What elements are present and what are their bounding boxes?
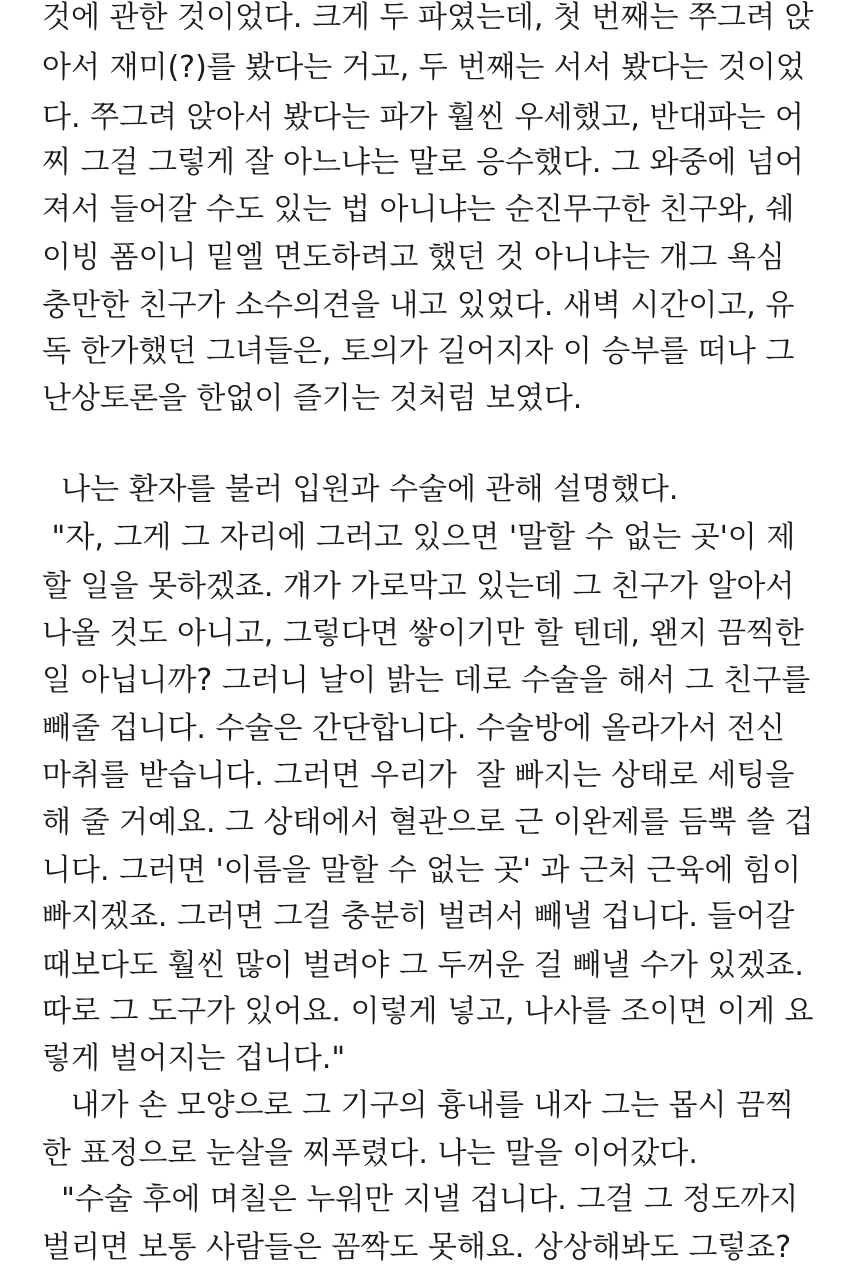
- blank-line: [42, 422, 842, 470]
- text-line: 찌 그걸 그렇게 잘 아느냐는 말로 응수했다. 그 와중에 넘어: [42, 145, 804, 180]
- text-line: 다. 쭈그려 앉아서 봤다는 파가 훨씬 우세했고, 반대파는 어: [42, 100, 804, 135]
- text-line: 독 한가했던 그녀들은, 토의가 길어지자 이 승부를 떠나 그: [42, 334, 795, 369]
- text-line: 때보다도 훨씬 많이 벌려야 그 두꺼운 걸 빼낼 수가 있겠죠.: [42, 948, 804, 983]
- text-line: 내가 손 모양으로 그 기구의 흉내를 내자 그는 몹시 끔찍: [42, 1088, 794, 1123]
- text-line: 것에 관한 것이었다. 크게 두 파였는데, 첫 번째는 쭈그려 앉: [42, 0, 814, 35]
- text-line: 해 줄 거예요. 그 상태에서 혈관으로 근 이완제를 듬뿍 쓸 겁: [42, 805, 814, 840]
- text-line: 렇게 벌어지는 겁니다.": [42, 1041, 346, 1076]
- text-line: "자, 그게 그 자리에 그러고 있으면 '말할 수 없는 곳'이 제: [42, 520, 796, 555]
- text-line: 일 아닙니까? 그러니 날이 밝는 데로 수술을 해서 그 친구를: [42, 663, 811, 698]
- text-line: "수술 후에 며칠은 누워만 지낼 겁니다. 그걸 그 정도까지: [42, 1182, 799, 1217]
- text-line: 이빙 폼이니 밑엘 면도하려고 했던 것 아니냐는 개그 욕심: [42, 240, 785, 275]
- text-line: 니다. 그러면 '이름을 말할 수 없는 곳' 과 근처 근육에 힘이: [42, 853, 801, 888]
- text-line: 충만한 친구가 소수의견을 내고 있었다. 새벽 시간이고, 유: [42, 288, 795, 323]
- text-line: 벌리면 보통 사람들은 꼼짝도 못해요. 상상해봐도 그렇죠?: [42, 1230, 792, 1265]
- text-line: 빼줄 겁니다. 수술은 간단합니다. 수술방에 올라가서 전신: [42, 711, 785, 746]
- text-line: 나는 환자를 불러 입원과 수술에 관해 설명했다.: [42, 472, 679, 507]
- text-line: 할 일을 못하겠죠. 걔가 가로막고 있는데 그 친구가 알아서: [42, 569, 795, 604]
- text-line: 나올 것도 아니고, 그렇다면 쌓이기만 할 텐데, 왠지 끔찍한: [42, 616, 804, 651]
- text-line: 마취를 받습니다. 그러면 우리가 잘 빠지는 상태로 세팅을: [42, 758, 795, 793]
- text-line: 빠지겠죠. 그러면 그걸 충분히 벌려서 빼낼 겁니다. 들어갈: [42, 899, 795, 934]
- text-line: 한 표정으로 눈살을 찌푸렸다. 나는 말을 이어갔다.: [42, 1136, 698, 1171]
- text-line: 져서 들어갈 수도 있는 법 아니냐는 순진무구한 친구와, 쉐: [42, 192, 795, 227]
- text-line: 난상토론을 한없이 즐기는 것처럼 보였다.: [42, 381, 583, 416]
- text-line: 아서 재미(?)를 봤다는 거고, 두 번째는 서서 봤다는 것이었: [42, 50, 805, 85]
- text-line: 따로 그 도구가 있어요. 이렇게 넣고, 나사를 조이면 이게 요: [42, 994, 814, 1029]
